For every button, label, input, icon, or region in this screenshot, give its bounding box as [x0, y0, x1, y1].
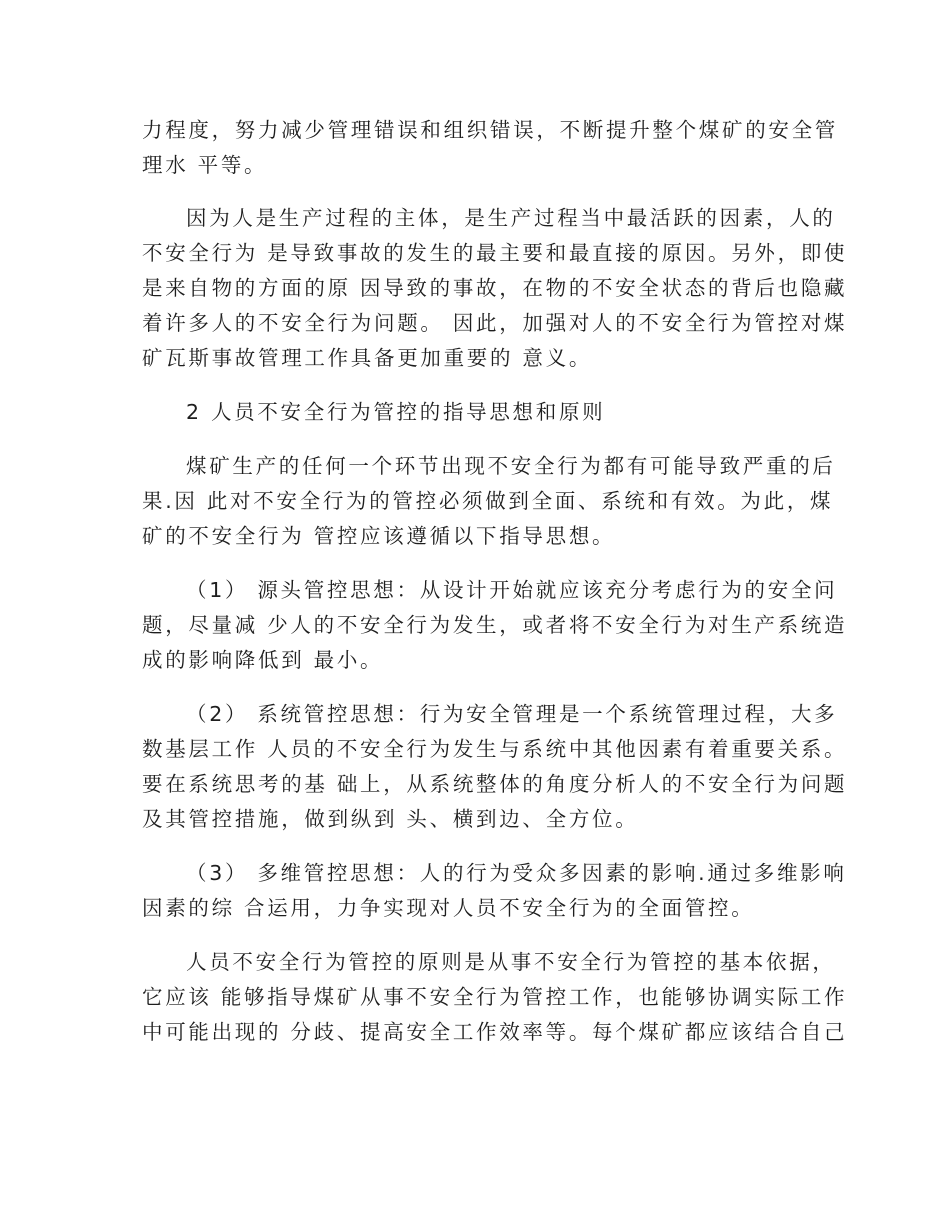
text-line: 数基层工作 人员的不安全行为发生与系统中其他因素有着重要关系。 [142, 737, 848, 761]
text-line: 果.因 此对不安全行为的管控必须做到全面、系统和有效。为此，煤 [142, 489, 834, 513]
text-line: 题，尽量减 少人的不安全行为发生，或者将不安全行为对生产系统造 [142, 613, 848, 637]
text-line: 因为人是生产过程的主体，是生产过程当中最活跃的因素，人的 [186, 206, 836, 230]
section-heading: 2 人员不安全行为管控的指导思想和原则 [186, 400, 606, 424]
text-line: 不安全行为 是导致事故的发生的最主要和最直接的原因。另外，即使 [142, 241, 848, 265]
text-line: 着许多人的不安全行为问题。 因此，加强对人的不安全行为管控对煤 [142, 311, 848, 335]
text-line: 是来自物的方面的原 因导致的事故，在物的不安全状态的背后也隐藏 [142, 276, 848, 300]
text-line: 煤矿生产的任何一个环节出现不安全行为都有可能导致严重的后 [186, 454, 836, 478]
text-line: 理水 平等。 [142, 153, 268, 177]
text-line: 中可能出现的 分歧、提高安全工作效率等。每个煤矿都应该结合自己 [142, 1020, 848, 1044]
text-line: 成的影响降低到 最小。 [142, 648, 384, 672]
text-line: （1） 源头管控思想：从设计开始就应该充分考虑行为的安全问 [186, 578, 838, 602]
text-line: 它应该 能够指导煤矿从事不安全行为管控工作，也能够协调实际工作 [142, 985, 848, 1009]
text-line: （2） 系统管控思想：行为安全管理是一个系统管理过程，大多 [186, 702, 838, 726]
text-line: 矿的不安全行为 管控应该遵循以下指导思想。 [142, 524, 616, 548]
text-line: 矿瓦斯事故管理工作具备更加重要的 意义。 [142, 346, 593, 370]
text-line: 因素的综 合运用，力争实现对人员不安全行为的全面管控。 [142, 896, 755, 920]
text-line: 及其管控措施，做到纵到 头、横到边、全方位。 [142, 807, 639, 831]
text-line: 人员不安全行为管控的原则是从事不安全行为管控的基本依据， [186, 950, 836, 974]
text-line: 力程度，努力减少管理错误和组织错误，不断提升整个煤矿的安全管 [142, 118, 838, 142]
text-line: 要在系统思考的基 础上，从系统整体的角度分析人的不安全行为问题 [142, 772, 848, 796]
text-line: （3） 多维管控思想：人的行为受众多因素的影响.通过多维影响 [186, 861, 847, 885]
